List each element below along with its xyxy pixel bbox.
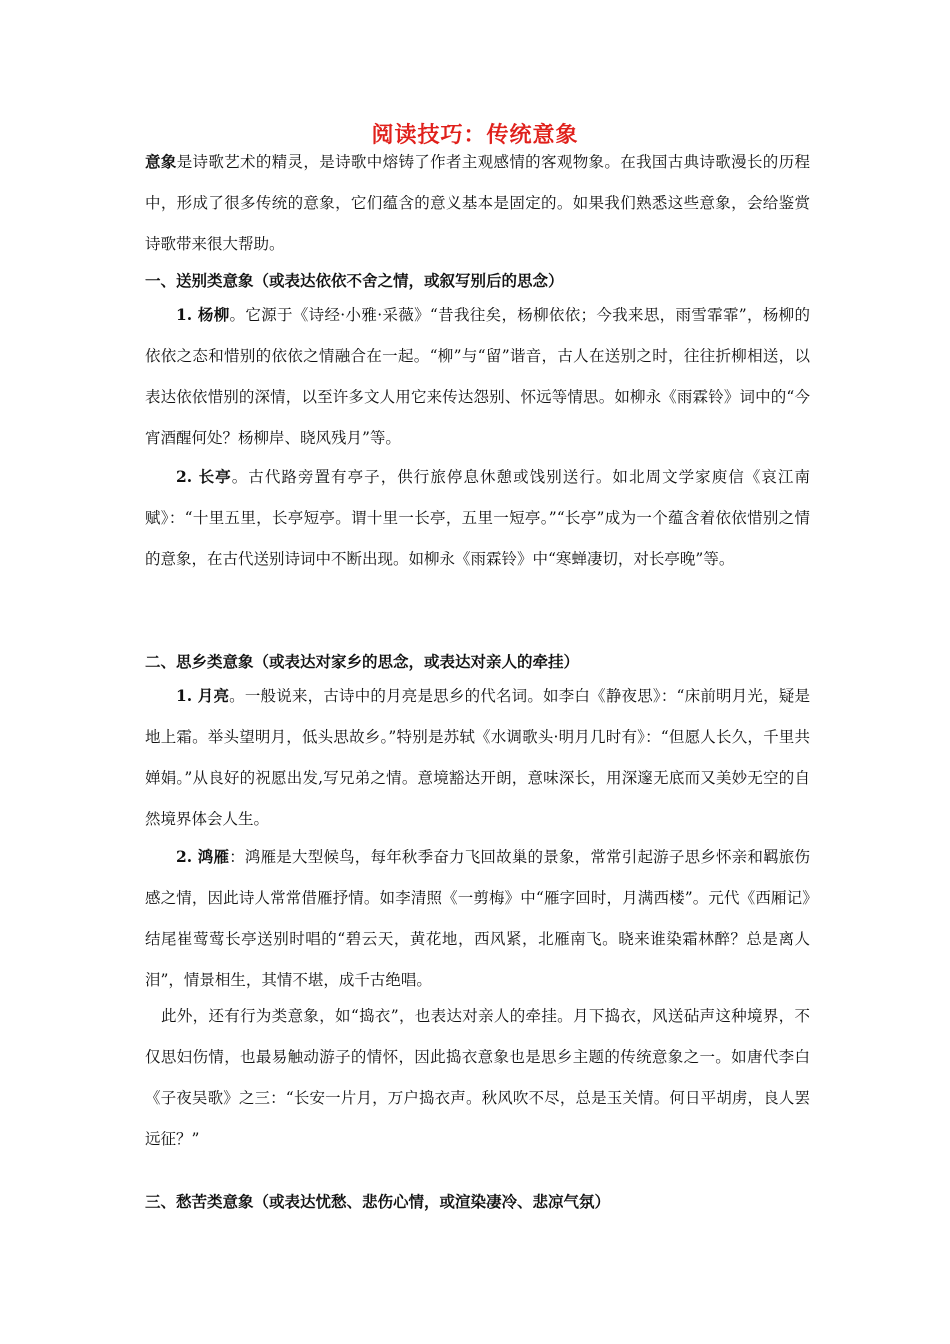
item-term-goose: 2. 鸿雁 [176, 847, 230, 866]
item-text-willow: 。它源于《诗经·小雅·采薇》“昔我往矣，杨柳依依；今我来思，雨雪霏霏”，杨柳的依依之态和惜别的依依之情融合在一起。“柳”与“留”谐音，古人在送别之时，往往折柳相送，以表达依依惜别的深情，以至许多文人用它来传达怨别、怀远等情思。如柳永《雨霖铃》词中的“今宵酒醒何处？杨柳岸、晓风残月”等。 [145, 306, 810, 447]
intro-text: 是诗歌艺术的精灵，是诗歌中熔铸了作者主观感情的客观物象。在我国古典诗歌漫长的历程中，形成了很多传统的意象，它们蕴含的意义基本是固定的。如果我们熟悉这些意象，会给鉴赏诗歌带来很大帮助。 [145, 153, 810, 253]
item-term-pavilion: 2. 长亭 [176, 467, 232, 486]
item-goose [145, 836, 810, 1001]
item-term-willow: 1. 杨柳 [176, 305, 230, 324]
page-title: 阅读技巧：传统意象 [371, 122, 579, 148]
item-term-moon: 1. 月亮 [176, 686, 230, 705]
section-heading-sorrow: 三、愁苦类意象（或表达忧愁、悲伤心情，或渲染凄冷、悲凉气氛） [145, 1192, 611, 1211]
item-pavilion [145, 456, 810, 580]
item-text-goose: ：鸿雁是大型候鸟，每年秋季奋力飞回故巢的景象，常常引起游子思乡怀亲和羁旅伤感之情，因此诗人常常借雁抒情。如李清照《一剪梅》中“雁字回时，月满西楼”。元代《西厢记》结尾崔莺莺长亭送别时唱的“碧云天，黄花地，西风紧，北雁南飞。晓来谁染霜林醉？总是离人泪”，情景相生，其情不堪，成千古绝唱。 [145, 848, 810, 989]
extra-paragraph: 此外，还有行为类意象，如“捣衣”，也表达对亲人的牵挂。月下捣衣，风送砧声这种境界，不仅思妇伤情，也最易触动游子的情怀，因此捣衣意象也是思乡主题的传统意象之一。如唐代李白《子夜吴歌》之三：“长安一片月，万户捣衣声。秋风吹不尽，总是玉关情。何日平胡虏，良人罢远征？” [145, 1007, 810, 1148]
item-moon [145, 675, 810, 840]
section-heading-farewell: 一、送别类意象（或表达依依不舍之情，或叙写别后的思念） [145, 271, 564, 290]
item-text-moon: 。一般说来，古诗中的月亮是思乡的代名词。如李白《静夜思》：“床前明月光，疑是地上霜。举头望明月，低头思故乡。”特别是苏轼《水调歌头·明月几时有》：“但愿人长久，千里共婵娟。”从良好的祝愿出发,写兄弟之情。意境豁达开朗，意味深长，用深邃无底而又美妙无空的自然境界体会人生。 [145, 687, 811, 828]
intro-paragraph [145, 141, 810, 265]
section-heading-homesick: 二、思乡类意象（或表达对家乡的思念，或表达对亲人的牵挂） [145, 652, 580, 671]
intro-term: 意象 [145, 152, 177, 171]
item-willow [145, 294, 810, 459]
item-text-pavilion: 。古代路旁置有亭子，供行旅停息休憩或饯别送行。如北周文学家庾信《哀江南赋》：“十里五里，长亭短亭。谓十里一长亭，五里一短亭。”“长亭”成为一个蕴含着依依惜别之情的意象，在古代送别诗词中不断出现。如柳永《雨霖铃》中“寒蝉凄切，对长亭晚”等。 [145, 468, 810, 568]
